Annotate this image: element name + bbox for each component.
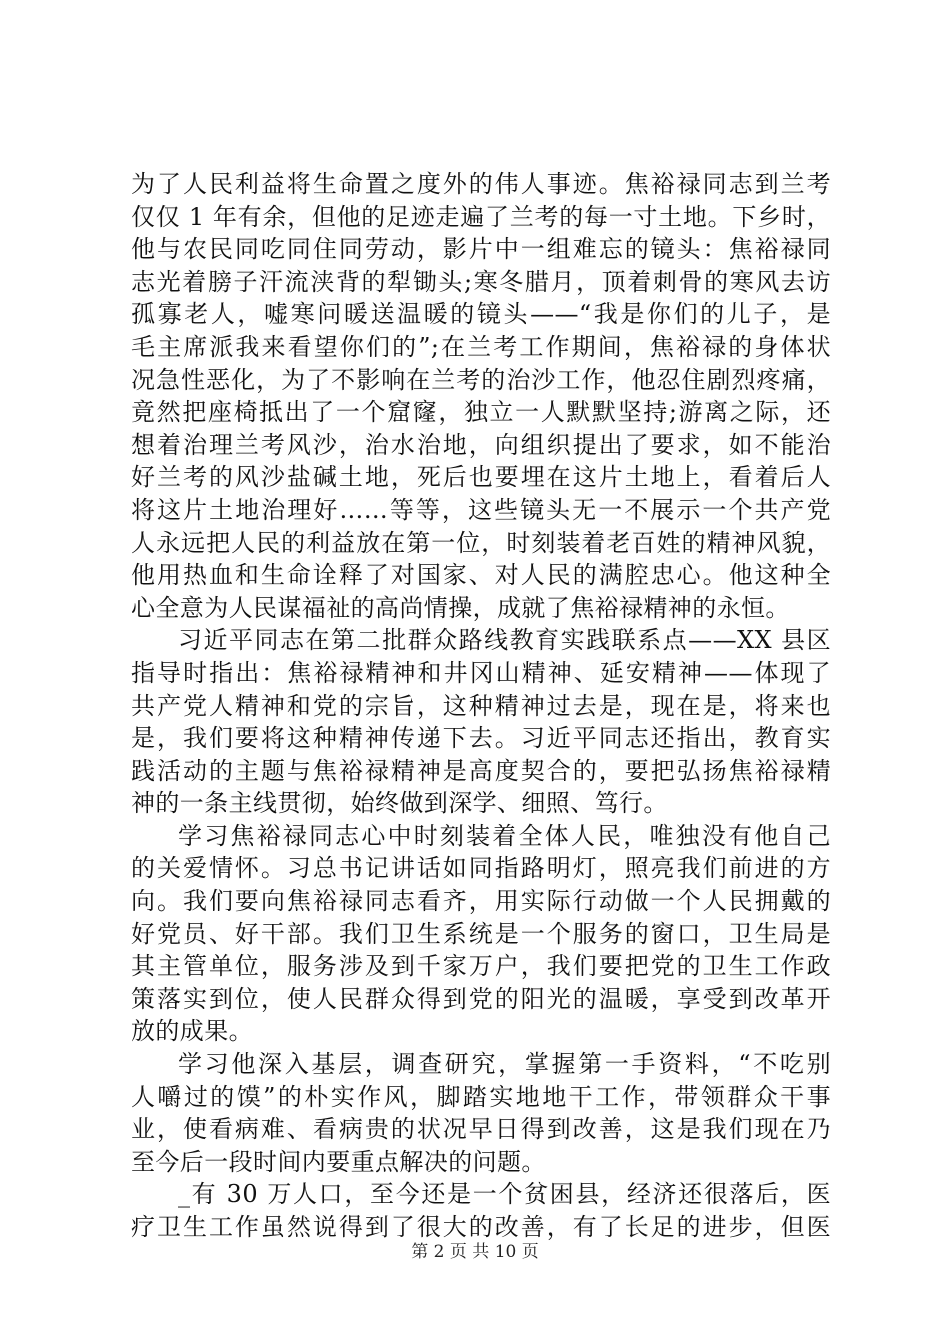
text-line: 疗卫生工作虽然说得到了很大的改善，有了长足的进步，但医 xyxy=(131,1213,831,1241)
text-line: 为了人民利益将生命置之度外的伟人事迹。焦裕禄同志到兰考 xyxy=(131,170,831,198)
text-line: 想着治理兰考风沙，治水治地，向组织提出了要求，如不能治 xyxy=(131,430,831,459)
text-line: 毛主席派我来看望你们的”;在兰考工作期间，焦裕禄的身体状 xyxy=(131,332,831,361)
text-line: 业，使看病难、看病贵的状况早日得到改善，这是我们现在乃 xyxy=(131,1115,831,1144)
text-line: 他与农民同吃同住同劳动，影片中一组难忘的镜头：焦裕禄同 xyxy=(131,235,831,264)
text-line: 孤寡老人，嘘寒问暖送温暖的镜头——“我是你们的儿子，是 xyxy=(131,300,831,329)
text-line: 他用热血和生命诠释了对国家、对人民的满腔忠心。他这种全 xyxy=(131,561,831,590)
paragraph-start-line: _有 30 万人口，至今还是一个贫困县，经济还很落后，医 xyxy=(178,1180,831,1209)
page-number-footer: 第 2 页 共 10 页 xyxy=(411,1242,539,1262)
text-line: 好党员、好干部。我们卫生系统是一个服务的窗口，卫生局是 xyxy=(131,919,831,948)
text-line: 向。我们要向焦裕禄同志看齐，用实际行动做一个人民拥戴的 xyxy=(131,887,831,916)
paragraph-start-line: 学习焦裕禄同志心中时刻装着全体人民，唯独没有他自己 xyxy=(178,821,831,850)
text-line: 践活动的主题与焦裕禄精神是高度契合的，要把弘扬焦裕禄精 xyxy=(131,756,831,785)
text-line: 况急性恶化，为了不影响在兰考的治沙工作，他忍住剧烈疼痛， xyxy=(131,365,831,394)
paragraph-start-line: 习近平同志在第二批群众路线教育实践联系点——XX 县区 xyxy=(178,626,831,655)
text-line: 将这片土地治理好……等等，这些镜头无一不展示一个共产党 xyxy=(131,495,831,524)
text-line: 心全意为人民谋福祉的高尚情操，成就了焦裕禄精神的永恒。 xyxy=(131,593,790,622)
text-line: 至今后一段时间内要重点解决的问题。 xyxy=(131,1147,546,1176)
text-line: 人嚼过的馍”的朴实作风，脚踏实地地干工作，带领群众干事 xyxy=(131,1082,831,1111)
text-line: 是，我们要将这种精神传递下去。习近平同志还指出，教育实 xyxy=(131,724,831,753)
text-line: 指导时指出：焦裕禄精神和井冈山精神、延安精神——体现了 xyxy=(131,658,831,687)
text-line: 人永远把人民的利益放在第一位，时刻装着老百姓的精神风貌， xyxy=(131,528,831,557)
text-line: 志光着膀子汗流浃背的犁锄头;寒冬腊月，顶着刺骨的寒风去访 xyxy=(131,267,831,296)
paragraph-start-line: 学习他深入基层，调查研究，掌握第一手资料，“不吃别 xyxy=(178,1050,831,1079)
text-line: 放的成果。 xyxy=(131,1017,253,1046)
body-text xyxy=(131,168,831,1244)
text-line: 策落实到位，使人民群众得到党的阳光的温暖，享受到改革开 xyxy=(131,984,831,1013)
text-line: 神的一条主线贯彻，始终做到深学、细照、笃行。 xyxy=(131,789,668,818)
text-line: 共产党人精神和党的宗旨，这种精神过去是，现在是，将来也 xyxy=(131,691,831,720)
text-line: 好兰考的风沙盐碱土地，死后也要埋在这片土地上，看着后人 xyxy=(131,463,831,492)
text-line: 竟然把座椅抵出了一个窟窿，独立一人默默坚持;游离之际，还 xyxy=(131,398,831,427)
text-line: 其主管单位，服务涉及到千家万户，我们要把党的卫生工作政 xyxy=(131,952,831,981)
text-line: 仅仅 1 年有余，但他的足迹走遍了兰考的每一寸土地。下乡时， xyxy=(131,202,831,231)
text-line: 的关爱情怀。习总书记讲话如同指路明灯，照亮我们前进的方 xyxy=(131,854,831,883)
